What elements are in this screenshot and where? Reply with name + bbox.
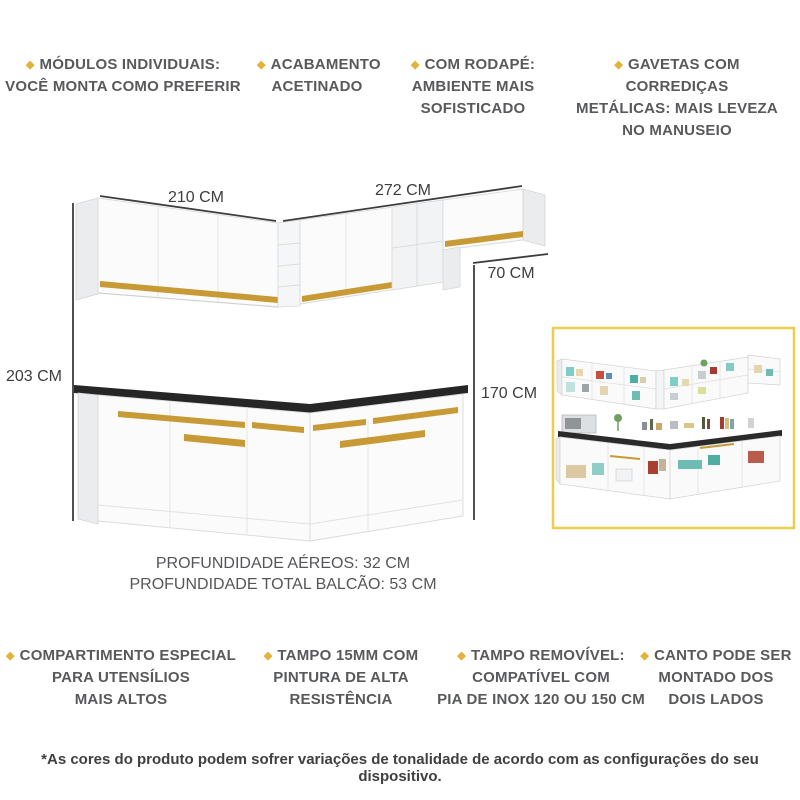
dimension-272-label: 272 CM bbox=[374, 182, 432, 199]
base-cabinets bbox=[74, 385, 468, 541]
dimension-170-label: 170 CM bbox=[481, 385, 538, 402]
dimension-70-line bbox=[473, 254, 548, 263]
feature-compartimento bbox=[5, 645, 237, 711]
feature-tampo-15mm bbox=[250, 645, 432, 711]
feature-line: SOFISTICADO bbox=[420, 100, 526, 117]
feature-line: PINTURA DE ALTA bbox=[273, 669, 409, 686]
depth-line-aereos: PROFUNDIDADE AÉREOS: 32 CM bbox=[155, 555, 411, 572]
feature-line: AMBIENTE MAIS bbox=[411, 78, 535, 95]
feature-line: ◆ TAMPO REMOVÍVEL: bbox=[457, 647, 625, 664]
diamond-icon: ◆ bbox=[457, 650, 466, 662]
diamond-icon: ◆ bbox=[614, 59, 623, 71]
feature-line: PIA DE INOX 120 OU 150 CM bbox=[437, 691, 645, 708]
feature-line: NO MANUSEIO bbox=[622, 122, 732, 139]
feature-line: ◆ MÓDULOS INDIVIDUAIS: bbox=[25, 56, 221, 73]
feature-line: ACETINADO bbox=[271, 78, 363, 95]
feature-canto bbox=[640, 645, 792, 711]
depth-notes bbox=[80, 553, 486, 595]
diamond-icon: ◆ bbox=[640, 650, 650, 662]
feature-line: VOCÊ MONTA COMO PREFERIR bbox=[5, 78, 241, 95]
feature-line: ◆ ACABAMENTO bbox=[257, 56, 381, 73]
diamond-icon: ◆ bbox=[5, 650, 15, 662]
dimension-203-label: 203 CM bbox=[5, 368, 62, 385]
feature-tampo-removivel bbox=[432, 645, 650, 711]
feature-line: ◆ COM RODAPÉ: bbox=[410, 56, 536, 73]
feature-line: ◆ CANTO PODE SER bbox=[640, 647, 792, 664]
diamond-icon: ◆ bbox=[257, 59, 266, 71]
feature-line: DOIS LADOS bbox=[668, 691, 764, 708]
feature-line: RESISTÊNCIA bbox=[289, 691, 393, 708]
feature-line: PARA UTENSÍLIOS bbox=[51, 669, 190, 686]
feature-line: ◆ TAMPO 15MM COM bbox=[263, 647, 419, 664]
feature-line: COMPATÍVEL COM bbox=[472, 669, 610, 686]
diamond-icon: ◆ bbox=[263, 650, 273, 662]
diamond-icon: ◆ bbox=[25, 59, 35, 71]
depth-line-balcao: PROFUNDIDADE TOTAL BALCÃO: 53 CM bbox=[129, 576, 437, 593]
feature-line: MAIS ALTOS bbox=[74, 691, 168, 708]
dimension-70-label: 70 CM bbox=[487, 265, 535, 282]
feature-line: ◆ GAVETAS COM CORREDIÇAS bbox=[614, 56, 740, 95]
dimension-210-label: 210 CM bbox=[167, 189, 225, 206]
diamond-icon: ◆ bbox=[410, 59, 420, 71]
feature-line: METÁLICAS: MAIS LEVEZA bbox=[576, 100, 778, 117]
footer-disclaimer: *As cores do produto podem sofrer variações de tonalidade de acordo com as configurações do seu dispositivo. bbox=[41, 751, 759, 785]
inset-photo-box bbox=[553, 328, 794, 528]
feature-line: MONTADO DOS bbox=[658, 669, 774, 686]
feature-line: ◆ COMPARTIMENTO ESPECIAL bbox=[5, 647, 237, 664]
